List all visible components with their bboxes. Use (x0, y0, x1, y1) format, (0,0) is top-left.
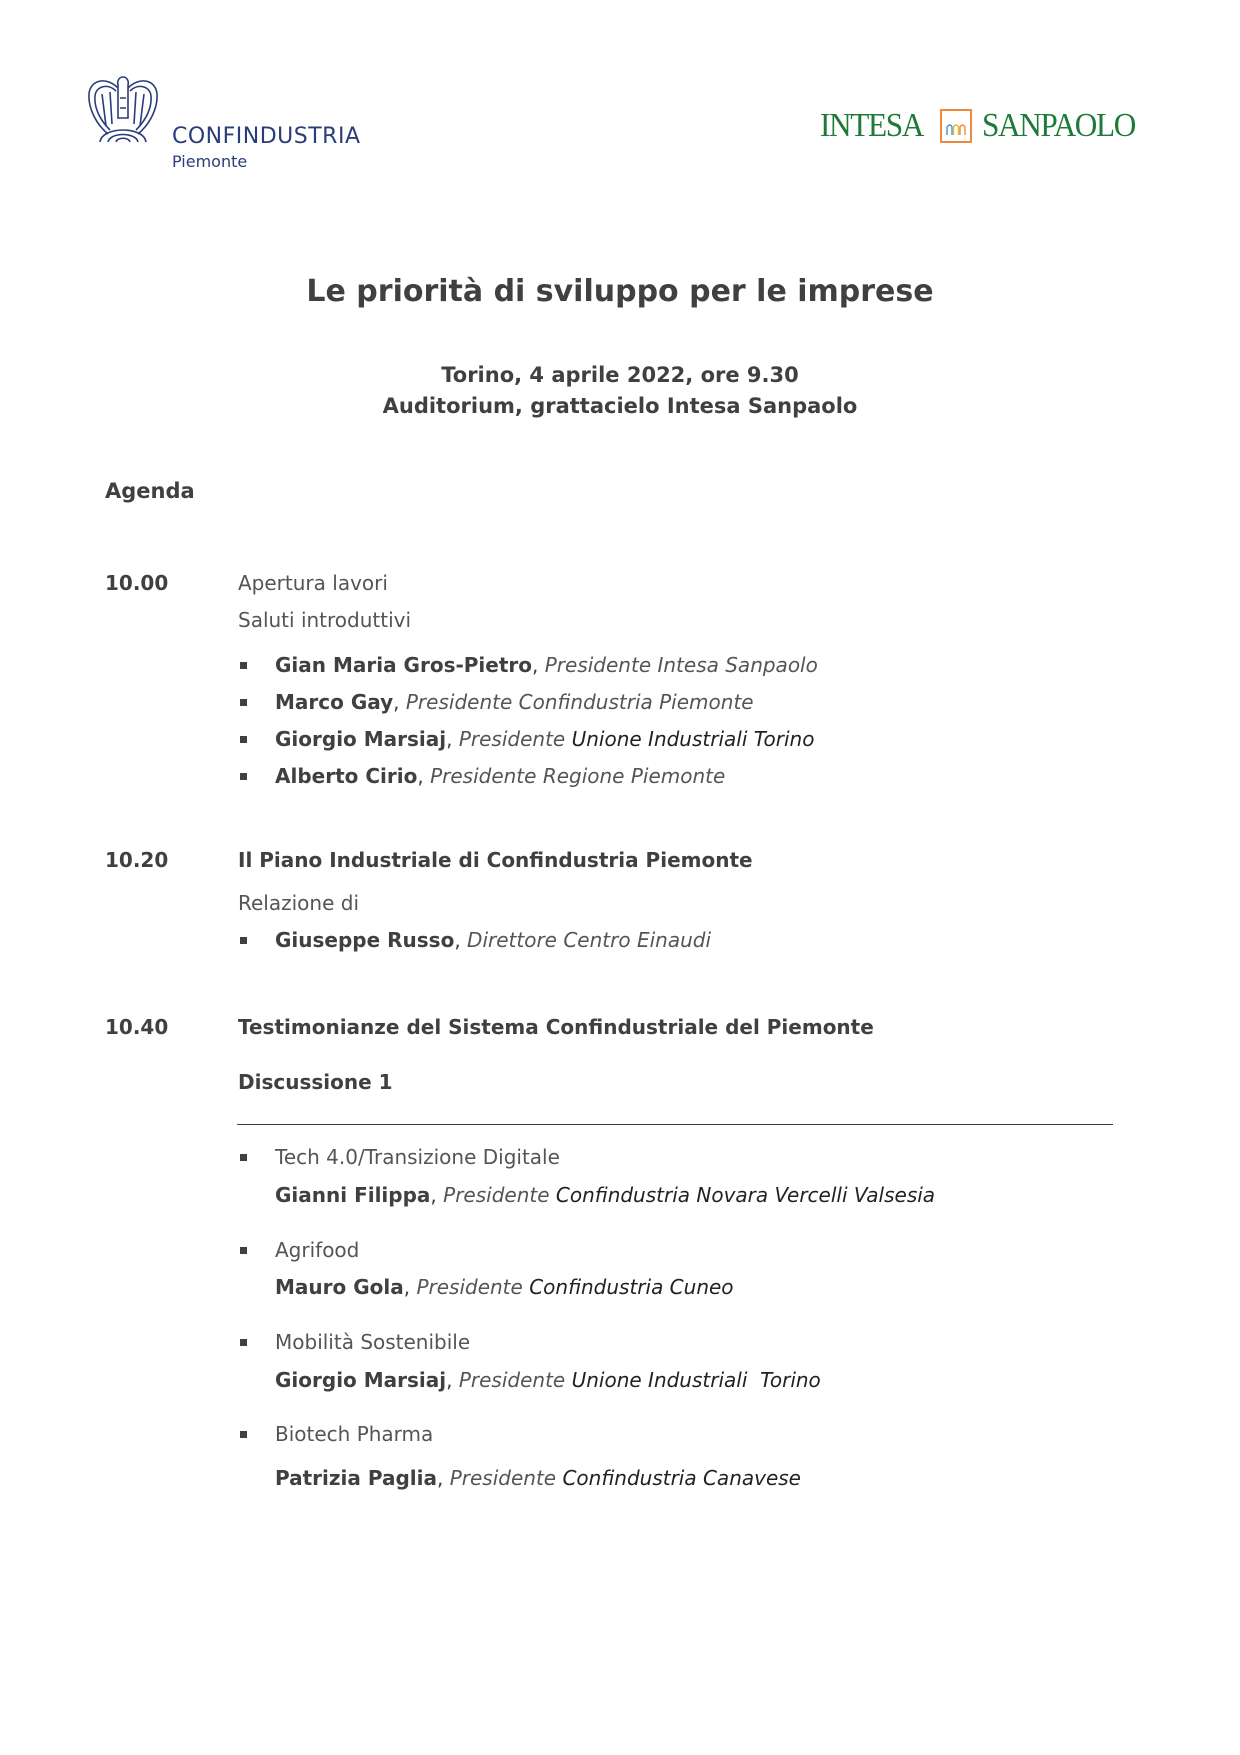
session-title: Testimonianze del Sistema Confindustriale del Piemonte (238, 1015, 874, 1039)
speaker-org: Regione Piemonte (542, 764, 726, 788)
confindustria-region: Piemonte (172, 152, 248, 171)
confindustria-logo (86, 74, 376, 174)
speaker-sep: , (446, 1368, 459, 1392)
speaker-org: Unione Industriali Torino (571, 1368, 821, 1392)
speaker-name: Marco Gay (275, 690, 394, 714)
topic-label: Tech 4.0/Transizione Digitale (275, 1145, 560, 1169)
bullet-icon (240, 937, 247, 944)
session-title: Il Piano Industriale di Confindustria Piemonte (238, 848, 753, 872)
session-time: 10.00 (105, 571, 169, 595)
intesa-sanpaolo-logo (820, 104, 1148, 148)
speaker-sep: , (417, 764, 431, 788)
speaker-item (275, 1275, 734, 1299)
speaker-sep: , (393, 690, 406, 714)
speaker-item (275, 727, 814, 751)
speaker-role: Direttore (467, 928, 557, 952)
speaker-item (275, 1368, 821, 1392)
speaker-role: Presidente (430, 764, 537, 788)
speaker-name: Giorgio Marsiaj (275, 727, 447, 751)
bullet-icon (240, 1339, 247, 1346)
speaker-sep: , (430, 1183, 444, 1207)
session-time: 10.40 (105, 1015, 169, 1039)
divider-line (237, 1124, 1113, 1125)
speaker-name: Patrizia Paglia (275, 1466, 437, 1490)
speaker-role: Presidente (405, 690, 513, 714)
bullet-icon (240, 1431, 247, 1438)
eagle-emblem-icon (86, 74, 160, 144)
speaker-item (275, 928, 711, 952)
speaker-role: Presidente (416, 1275, 523, 1299)
topic-label: Agrifood (275, 1238, 360, 1262)
speaker-name: Alberto Cirio (275, 764, 418, 788)
speaker-org: Unione Industriali Torino (571, 727, 815, 751)
bullet-icon (240, 662, 247, 669)
speaker-item (275, 764, 725, 788)
speaker-item (275, 690, 754, 714)
event-venue: Auditorium, grattacielo Intesa Sanpaolo (382, 394, 858, 418)
speaker-org: Confindustria Cuneo (529, 1275, 734, 1299)
speaker-sep: , (446, 727, 459, 751)
agenda-heading: Agenda (105, 479, 195, 503)
speaker-org: Centro Einaudi (563, 928, 711, 952)
speaker-item (275, 1466, 801, 1490)
session-line: Saluti introduttivi (238, 608, 412, 632)
event-date: Torino, 4 aprile 2022, ore 9.30 (441, 363, 799, 387)
session-line: Apertura lavori (238, 571, 388, 595)
speaker-role: Presidente (443, 1183, 550, 1207)
speaker-role: Presidente (544, 653, 652, 677)
intesa-word: INTESA (820, 107, 923, 144)
bullet-icon (240, 773, 247, 780)
speaker-org: Confindustria Canavese (562, 1466, 801, 1490)
speaker-role: Presidente (458, 727, 566, 751)
bullet-icon (240, 736, 247, 743)
arches-icon (940, 109, 972, 143)
session-time: 10.20 (105, 848, 169, 872)
speaker-sep: , (454, 928, 468, 952)
speaker-name: Giorgio Marsiaj (275, 1368, 447, 1392)
document-title: Le priorità di sviluppo per le imprese (306, 274, 934, 309)
speaker-sep: , (403, 1275, 417, 1299)
speaker-sep: , (437, 1466, 450, 1490)
speaker-name: Gianni Filippa (275, 1183, 431, 1207)
speaker-name: Gian Maria Gros-Pietro (275, 653, 533, 677)
topic-label: Biotech Pharma (275, 1422, 434, 1446)
speaker-org: Intesa Sanpaolo (657, 653, 818, 677)
speaker-role: Presidente (449, 1466, 557, 1490)
speaker-org: Confindustria Novara Vercelli Valsesia (555, 1183, 936, 1207)
speaker-name: Giuseppe Russo (275, 928, 455, 952)
speaker-name: Mauro Gola (275, 1275, 404, 1299)
bullet-icon (240, 1247, 247, 1254)
session-subtitle: Discussione 1 (238, 1070, 393, 1094)
speaker-item (275, 1183, 935, 1207)
bullet-icon (240, 1154, 247, 1161)
session-subtitle: Relazione di (238, 891, 359, 915)
sanpaolo-word: SANPAOLO (981, 107, 1135, 144)
topic-label: Mobilità Sostenibile (275, 1330, 471, 1354)
confindustria-name: CONFINDUSTRIA (172, 124, 361, 149)
speaker-org: Confindustria Piemonte (518, 690, 754, 714)
speaker-sep: , (532, 653, 545, 677)
speaker-item (275, 653, 818, 677)
speaker-role: Presidente (458, 1368, 566, 1392)
bullet-icon (240, 699, 247, 706)
